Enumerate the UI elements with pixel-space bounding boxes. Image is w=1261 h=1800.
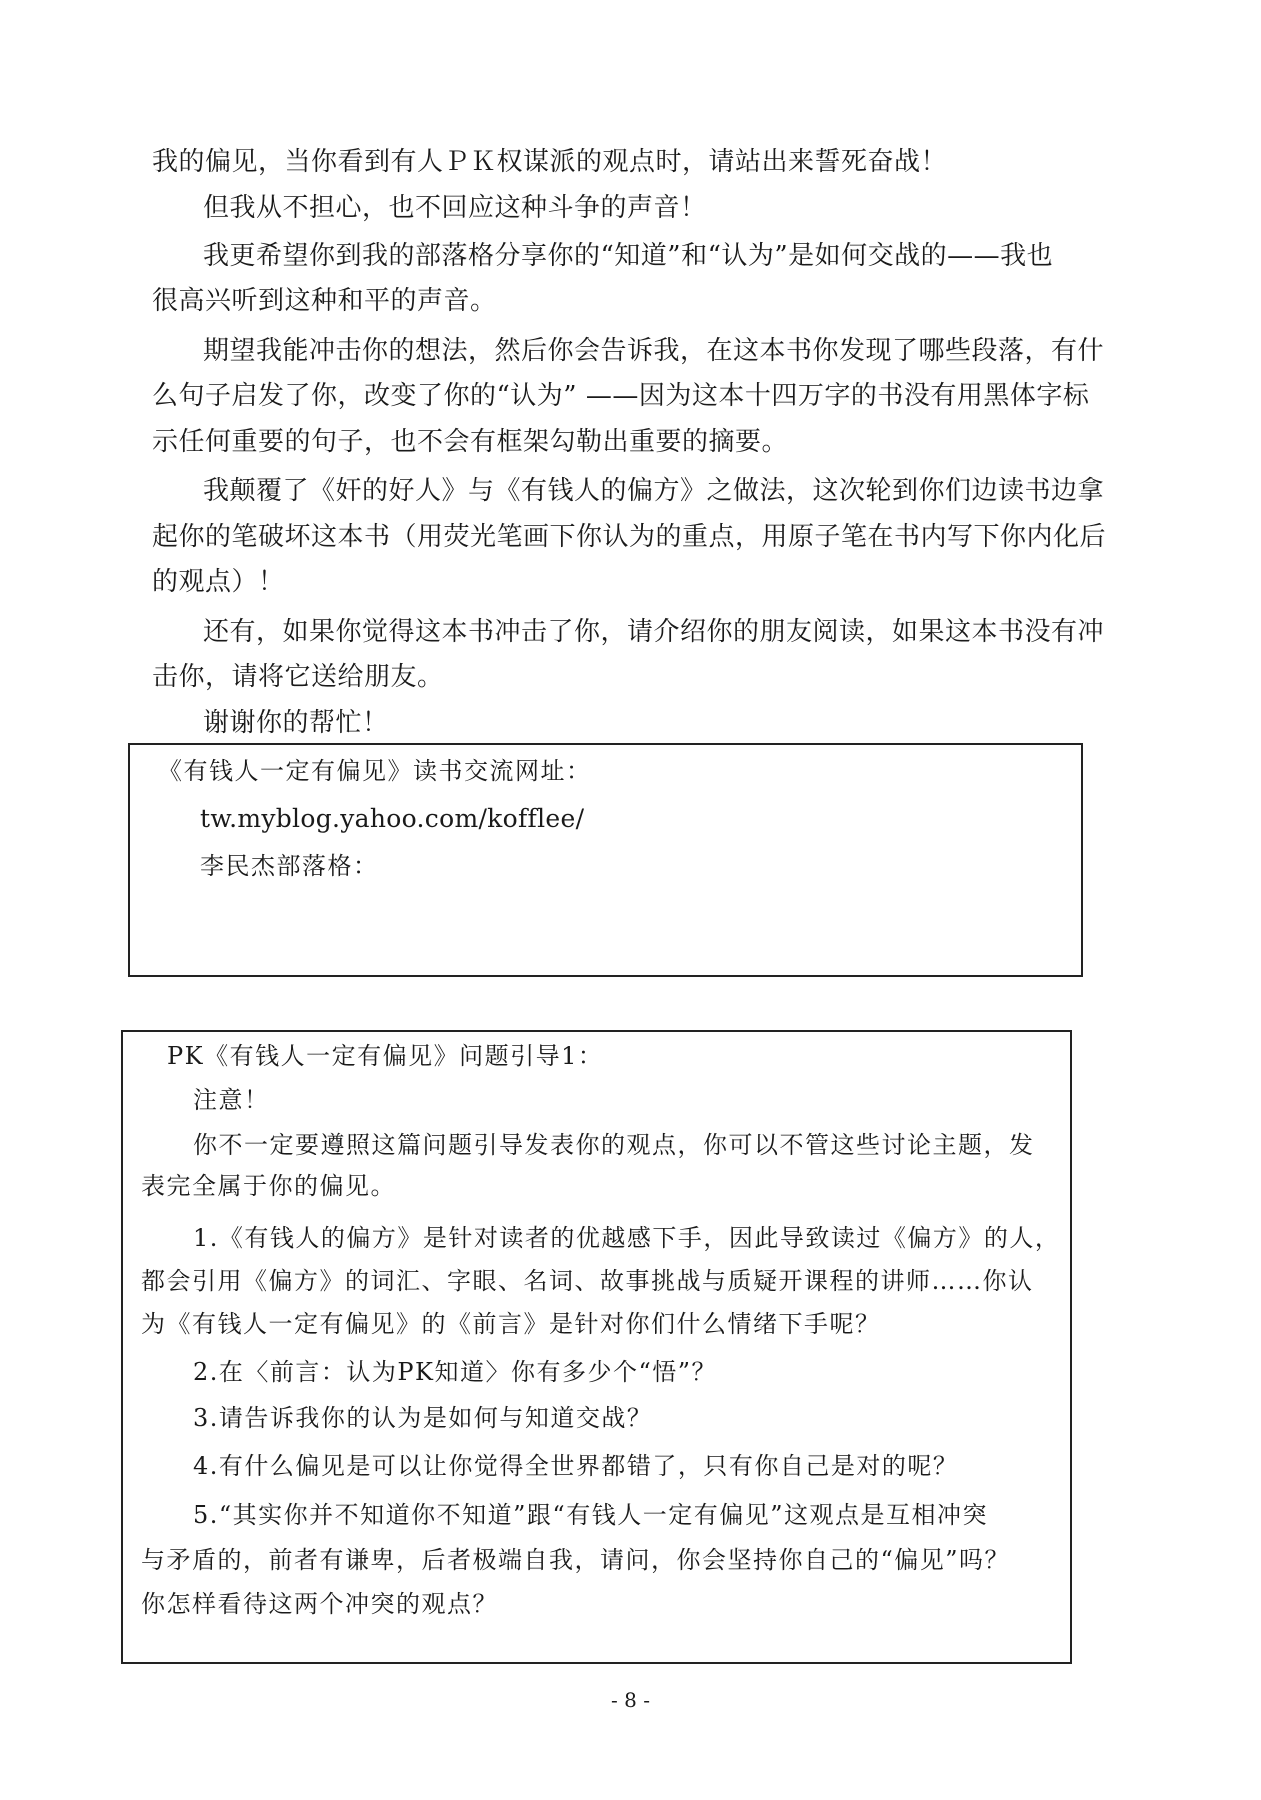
question-guide-box — [121, 1030, 1072, 1664]
question-line: 为《有钱人一定有偏见》的《前言》是针对你们什么情绪下手呢？ — [141, 1310, 881, 1338]
blog-label: 李民杰部落格： — [200, 852, 379, 880]
question-line: 你不一定要遵照这篇问题引导发表你的观点，你可以不管这些讨论主题，发 — [193, 1131, 1035, 1159]
paragraph-line: 示任何重要的句子，也不会有框架勾勒出重要的摘要。 — [152, 427, 789, 457]
paragraph-line: 谢谢你的帮忙！ — [203, 708, 389, 738]
website-box-title: 《有钱人一定有偏见》读书交流网址： — [158, 757, 592, 785]
question-line: 都会引用《偏方》的词汇、字眼、名词、故事挑战与质疑开课程的讲师……你认 — [141, 1267, 1034, 1295]
question-line: 1.《有钱人的偏方》是针对读者的优越感下手，因此导致读过《偏方》的人， — [193, 1224, 1061, 1252]
paragraph-line: 但我从不担心，也不回应这种斗争的声音！ — [203, 193, 707, 223]
paragraph-line: 我颠覆了《奸的好人》与《有钱人的偏方》之做法，这次轮到你们边读书边拿 — [203, 476, 1105, 506]
question-line: 2.在〈前言：认为PK知道〉你有多少个“悟”？ — [193, 1358, 718, 1386]
question-line: 与矛盾的，前者有谦卑，后者极端自我，请问，你会坚持你自己的“偏见”吗？ — [141, 1546, 1011, 1574]
paragraph-line: 么句子启发了你，改变了你的“认为” ——因为这本十四万字的书没有用黑体字标 — [152, 381, 1090, 411]
question-line: 3.请告诉我你的认为是如何与知道交战？ — [193, 1404, 653, 1432]
paragraph-line: 期望我能冲击你的想法，然后你会告诉我，在这本书你发现了哪些段落，有什 — [203, 336, 1105, 366]
paragraph-line: 还有，如果你觉得这本书冲击了你，请介绍你的朋友阅读，如果这本书没有冲 — [203, 617, 1105, 647]
website-box — [128, 743, 1083, 977]
paragraph-line: 很高兴听到这种和平的声音。 — [152, 286, 497, 316]
paragraph-line: 击你，请将它送给朋友。 — [152, 662, 444, 692]
question-line: 注意！ — [193, 1086, 270, 1114]
question-line: 表完全属于你的偏见。 — [141, 1172, 396, 1200]
question-line: 4.有什么偏见是可以让你觉得全世界都错了，只有你自己是对的呢？ — [193, 1452, 959, 1480]
paragraph-line: 的观点）！ — [152, 567, 285, 597]
question-guide-title: PK《有钱人一定有偏见》问题引导1： — [167, 1042, 604, 1070]
question-line: 你怎样看待这两个冲突的观点？ — [141, 1590, 498, 1618]
paragraph-line: 我的偏见，当你看到有人ＰＫ权谋派的观点时，请站出来誓死奋战！ — [152, 147, 948, 177]
website-url: tw.myblog.yahoo.com/kofflee/ — [200, 804, 585, 833]
page-number: - 8 - — [611, 1688, 650, 1712]
paragraph-line: 起你的笔破坏这本书（用荧光笔画下你认为的重点，用原子笔在书内写下你内化后 — [152, 522, 1107, 552]
question-line: 5.“其实你并不知道你不知道”跟“有钱人一定有偏见”这观点是互相冲突 — [193, 1501, 988, 1529]
paragraph-line: 我更希望你到我的部落格分享你的“知道”和“认为”是如何交战的——我也 — [203, 241, 1054, 271]
